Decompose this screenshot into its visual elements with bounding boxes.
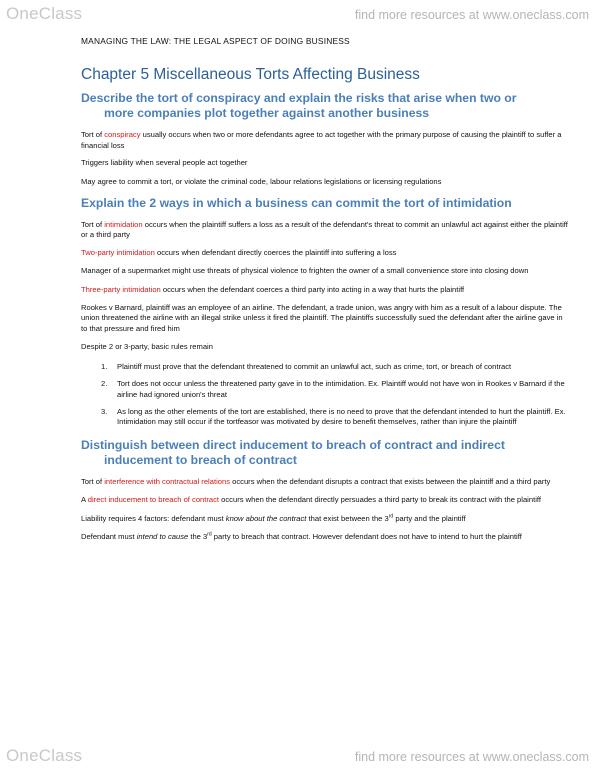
resources-link[interactable]: find more resources at www.oneclass.com <box>354 8 589 22</box>
defined-term: interference with contractual relations <box>104 476 231 486</box>
text-run: Liability requires 4 factors: defendant must <box>81 513 226 523</box>
list-number: 2. <box>101 379 108 389</box>
list-number: 1. <box>101 361 108 371</box>
text-run: occurs when the defendant directly persuades a third party to break its contract with the plaintiff <box>219 495 541 505</box>
heading-line-1: Distinguish between direct inducement to breach of contract and indirect <box>81 437 505 452</box>
section-heading-conspiracy <box>81 91 571 121</box>
section-heading-intimidation: Explain the 2 ways in which a business can commit the tort of intimidation <box>81 196 512 211</box>
list-text: As long as the other elements of the tort are established, there is no need to prove that the defendant intended to hurt the plaintiff. Ex. Intimidation may still occur if the tortfeasor was motivated by desire to benefit themselves, rather than injure the plaintiff <box>117 406 566 427</box>
text-run: occurs when the defendant disrupts a contract that exists between the plaintiff and a third party <box>230 476 551 486</box>
paragraph <box>81 514 571 524</box>
paragraph: Despite 2 or 3-party, basic rules remain <box>81 342 213 352</box>
emphasis: know about the contract <box>225 513 307 523</box>
document-body <box>81 36 571 542</box>
oneclass-logo[interactable]: OneClass <box>6 746 83 765</box>
oneclass-logo[interactable]: OneClass <box>6 4 83 23</box>
list-item <box>81 362 571 372</box>
text-run: Defendant must <box>81 531 137 541</box>
paragraph <box>81 130 571 151</box>
defined-term: Two-party intimidation <box>81 247 155 257</box>
resources-link[interactable]: find more resources at www.oneclass.com <box>354 750 589 764</box>
paragraph: Triggers liability when several people act together <box>81 158 248 168</box>
heading-line-1: Describe the tort of conspiracy and explain the risks that arise when two or <box>81 91 517 106</box>
text-run: occurs when defendant directly coerces the plaintiff into suffering a loss <box>154 247 397 257</box>
text-run: A <box>81 495 88 505</box>
paragraph: Manager of a supermarket might use threats of physical violence to frighten the owner of a small convenience store into closing down <box>81 266 529 276</box>
list-item <box>81 407 571 428</box>
defined-term: direct inducement to breach of contract <box>87 495 220 505</box>
emphasis: intend to cause <box>136 531 189 541</box>
superscript: rd <box>388 513 394 519</box>
paragraph <box>81 285 571 295</box>
numbered-list <box>81 362 571 428</box>
paragraph <box>81 532 571 542</box>
list-item <box>81 379 571 400</box>
text-run: party to breach that contract. However defendant does not have to intend to hurt the plaintiff <box>211 531 522 541</box>
bottom-banner <box>0 740 595 770</box>
running-header: MANAGING THE LAW: THE LEGAL ASPECT OF DOING BUSINESS <box>81 36 350 46</box>
text-run: Tort of <box>81 220 105 230</box>
heading-line-2: inducement to breach of contract <box>104 452 297 467</box>
list-number: 3. <box>101 406 108 416</box>
superscript: rd <box>207 531 212 538</box>
defined-term: conspiracy <box>104 130 141 140</box>
heading-line-2: more companies plot together against another business <box>104 106 430 121</box>
top-banner <box>0 0 595 30</box>
defined-term: intimidation <box>104 220 143 230</box>
paragraph <box>81 248 571 258</box>
text-run: usually occurs when two or more defendants agree to act together with the primary purpose of causing the plaintiff to suffer a financial loss <box>81 130 562 150</box>
section-heading-inducement <box>81 438 571 468</box>
list-text: Tort does not occur unless the threatened party gave in to the intimidation. Ex. Plaintiff would not have won in Rookes v Barnard if the airline had ignored union's threat <box>117 379 565 399</box>
paragraph <box>81 495 571 505</box>
text-run: Tort of <box>81 476 105 486</box>
list-text: Plaintiff must prove that the defendant threatened to commit an unlawful act, such as crime, tort, or breach of contract <box>117 361 512 371</box>
chapter-title: Chapter 5 Miscellaneous Torts Affecting Business <box>81 66 420 84</box>
text-run: Tort of <box>81 130 105 140</box>
text-run: the 3 <box>188 531 208 541</box>
text-run: occurs when the plaintiff suffers a loss as a result of the defendant's threat to commit an unlawful act against either the plaintiff or a third party <box>81 220 568 240</box>
paragraph: May agree to commit a tort, or violate the criminal code, labour relations legislations or licensing regulations <box>81 176 442 186</box>
paragraph <box>81 220 571 241</box>
paragraph: Rookes v Barnard, plaintiff was an employee of an airline. The defendant, a trade union, was angry with him as a result of a labour dispute. The union threatened the airline with an illegal strike unless it fired the plaintiff. The plaintiffs successfully sued the defendant after the airline gave in to that pressure and fired him <box>81 303 563 333</box>
text-run: party and the plaintiff <box>393 513 466 523</box>
defined-term: Three-party intimidation <box>81 284 161 294</box>
paragraph <box>81 477 571 487</box>
text-run: that exist between the 3 <box>306 513 389 523</box>
text-run: occurs when the defendant coerces a third party into acting in a way that hurts the plaintiff <box>160 284 465 294</box>
